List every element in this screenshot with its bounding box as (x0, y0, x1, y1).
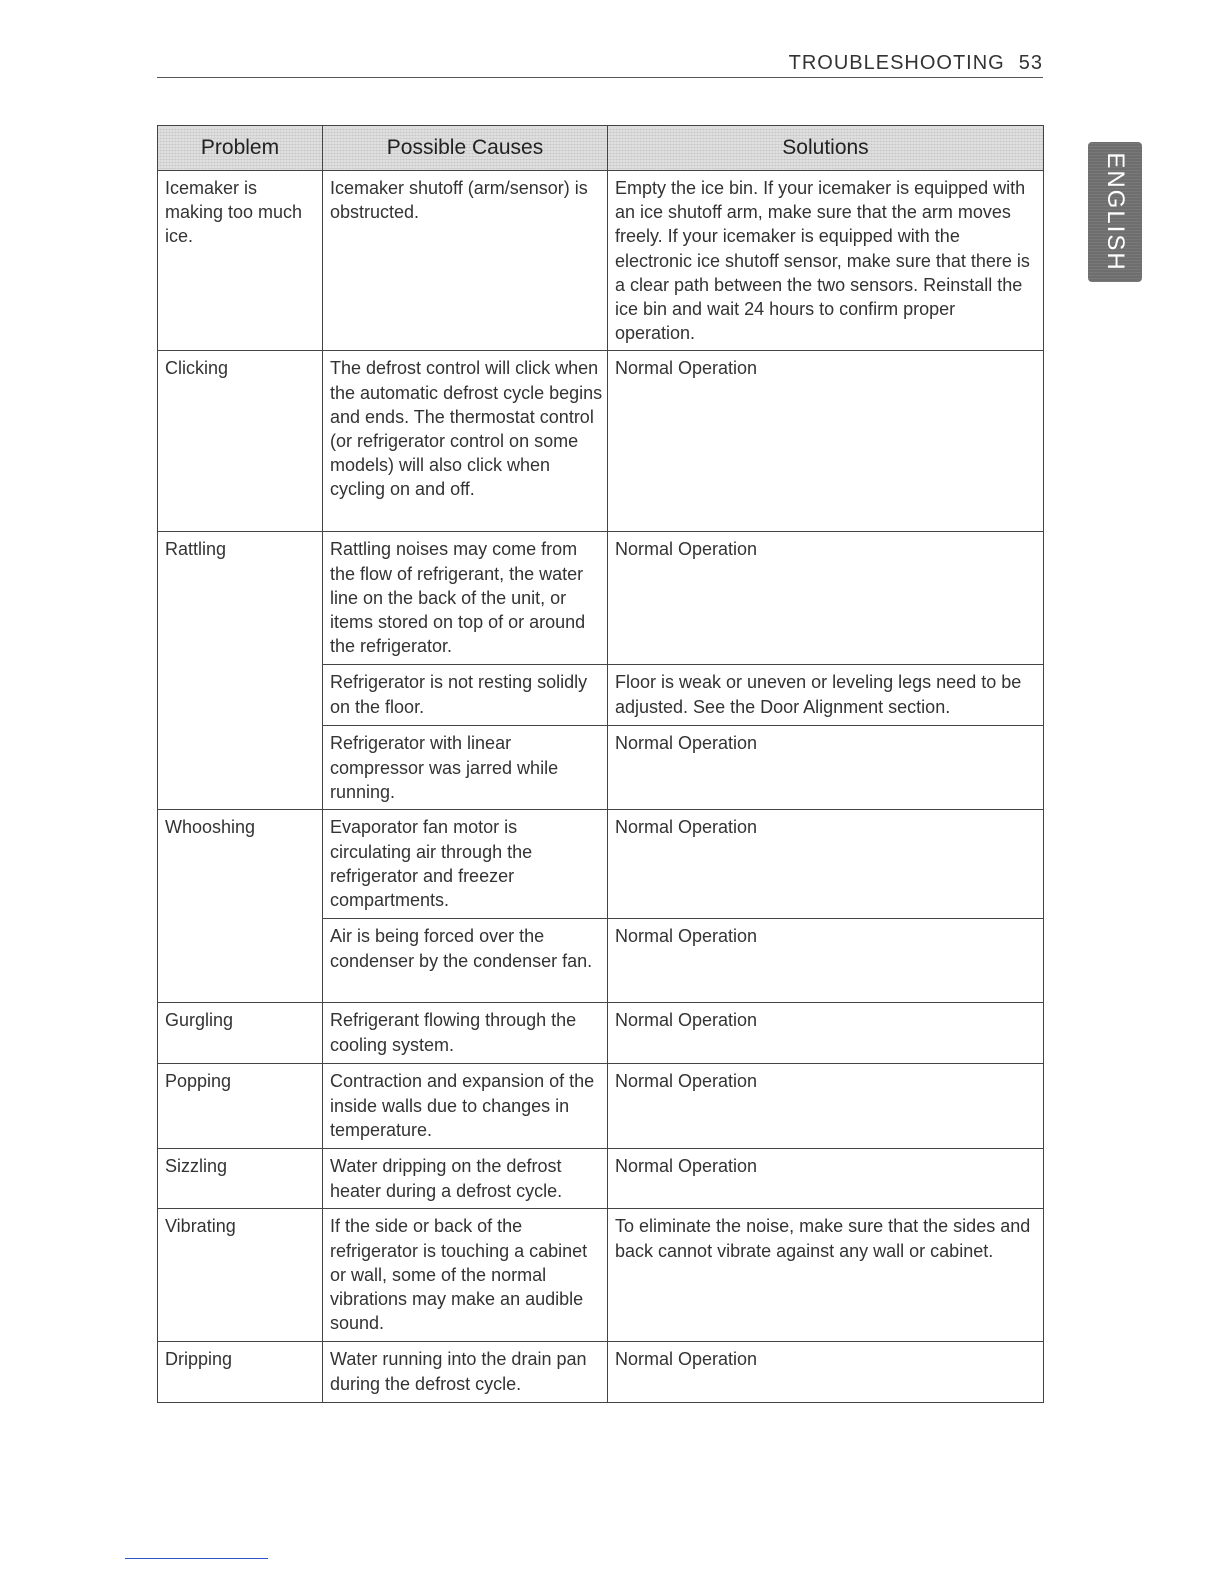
cause-cell: Air is being forced over the condenser by the condenser fan. (323, 919, 608, 1003)
table-row (158, 1003, 1044, 1064)
header-possible-causes: Possible Causes (323, 126, 608, 171)
table-row (158, 171, 1044, 351)
header-solutions: Solutions (608, 126, 1044, 171)
table-row (158, 1149, 1044, 1209)
header-text (789, 52, 1043, 75)
cause-cell: Icemaker shutoff (arm/sensor) is obstructed. (323, 171, 608, 351)
table-row (158, 810, 1044, 919)
cause-cell: Refrigerant flowing through the cooling system. (323, 1003, 608, 1064)
cause-cell: If the side or back of the refrigerator is touching a cabinet or wall, some of the normal vibrations may make an audible sound. (323, 1209, 608, 1342)
solution-cell: To eliminate the noise, make sure that the sides and back cannot vibrate against any wall or cabinet. (608, 1209, 1044, 1342)
language-tab (1088, 142, 1142, 282)
solution-cell: Normal Operation (608, 919, 1044, 1003)
solution-cell: Normal Operation (608, 1149, 1044, 1209)
cause-cell: Water running into the drain pan during the defrost cycle. (323, 1342, 608, 1403)
table-header-row (158, 126, 1044, 171)
problem-cell: Dripping (158, 1342, 323, 1403)
troubleshooting-table (157, 125, 1044, 1403)
page-number: 53 (1018, 52, 1043, 74)
cause-cell: Water dripping on the defrost heater during a defrost cycle. (323, 1149, 608, 1209)
problem-cell: Rattling (158, 532, 323, 810)
problem-cell: Icemaker is making too much ice. (158, 171, 323, 351)
section-title: TROUBLESHOOTING (788, 52, 1005, 74)
page-header (157, 52, 1043, 78)
cause-cell: The defrost control will click when the automatic defrost cycle begins and ends. The thermostat control (or refrigerator control on some models) will also click when cycling on and off. (323, 351, 608, 532)
problem-cell: Vibrating (158, 1209, 323, 1342)
footer-line (125, 1558, 268, 1559)
problem-cell: Sizzling (158, 1149, 323, 1209)
solution-cell: Empty the ice bin. If your icemaker is equipped with an ice shutoff arm, make sure that the arm moves freely. If your icemaker is equipped with the electronic ice shutoff sensor, make sure that there is a clear path between the two sensors. Reinstall the ice bin and wait 24 hours to confirm proper operation. (608, 171, 1044, 351)
problem-cell: Clicking (158, 351, 323, 532)
cause-cell: Refrigerator with linear compressor was jarred while running. (323, 726, 608, 810)
solution-cell: Normal Operation (608, 532, 1044, 665)
problem-cell: Whooshing (158, 810, 323, 1003)
solution-cell: Normal Operation (608, 1003, 1044, 1064)
problem-cell: Popping (158, 1064, 323, 1149)
cause-cell: Contraction and expansion of the inside walls due to changes in temperature. (323, 1064, 608, 1149)
solution-cell: Normal Operation (608, 810, 1044, 919)
header-problem: Problem (158, 126, 323, 171)
table-row (158, 351, 1044, 532)
table-row (158, 1342, 1044, 1403)
cause-cell: Refrigerator is not resting solidly on the floor. (323, 665, 608, 726)
solution-cell: Normal Operation (608, 726, 1044, 810)
solution-cell: Normal Operation (608, 1064, 1044, 1149)
table-row (158, 532, 1044, 665)
table-row (158, 1064, 1044, 1149)
table-row (158, 1209, 1044, 1342)
cause-cell: Evaporator fan motor is circulating air through the refrigerator and freezer compartments. (323, 810, 608, 919)
solution-cell: Normal Operation (608, 1342, 1044, 1403)
language-tab-label: ENGLISH (1102, 152, 1129, 272)
solution-cell: Floor is weak or uneven or leveling legs need to be adjusted. See the Door Alignment section. (608, 665, 1044, 726)
cause-cell: Rattling noises may come from the flow of refrigerant, the water line on the back of the unit, or items stored on top of or around the refrigerator. (323, 532, 608, 665)
problem-cell: Gurgling (158, 1003, 323, 1064)
solution-cell: Normal Operation (608, 351, 1044, 532)
